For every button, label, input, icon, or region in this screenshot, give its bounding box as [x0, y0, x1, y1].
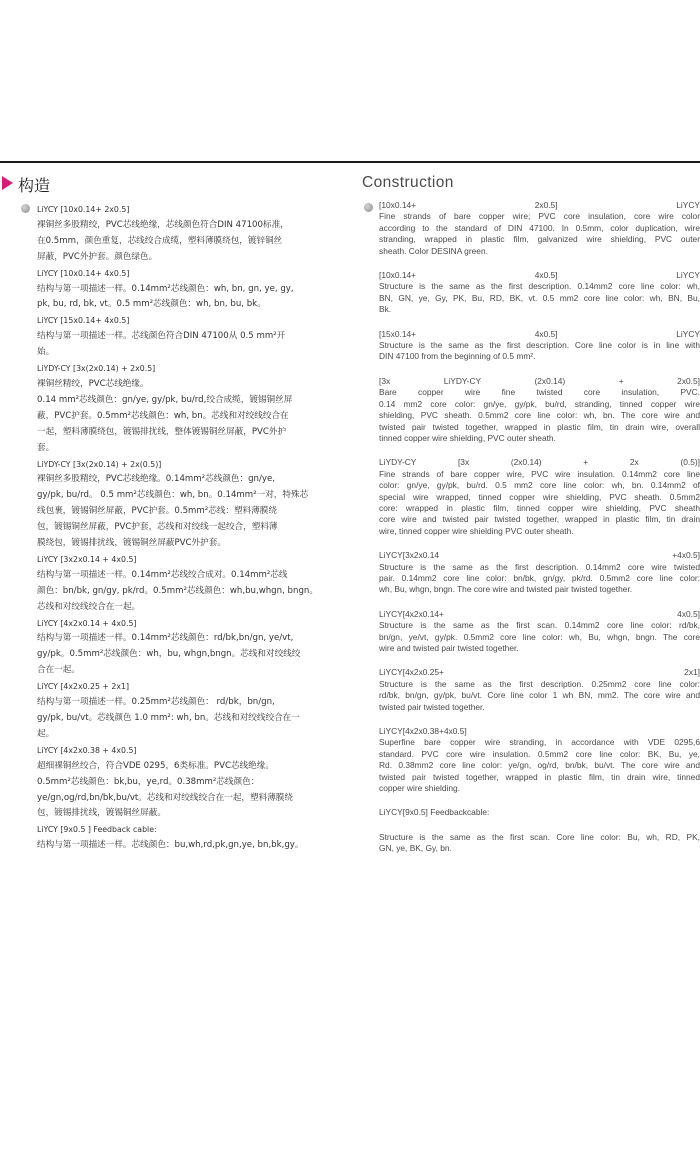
description-line: Structure is the same as the first description. 0.14mm2 core wire twisted	[379, 561, 700, 572]
cable-type-label: LiYCY [3x2x0.14 + 4x0.5]	[37, 554, 137, 564]
description-line: 起。	[37, 728, 55, 739]
chinese-heading	[0, 172, 318, 196]
description-line: Rd. 0.38mm2 core line color: ye/gn, og/rd, bn/bk, bu/vt. The core wire and	[379, 760, 700, 771]
description-line: pair. 0.14mm2 core line color: bn/bk, gn/gy, pk/rd. 0.5mm2 core line color:	[379, 572, 700, 583]
description-line: gy/pk, bu/vt。芯线颜色 1.0 mm²: wh, bn。芯线和对绞线绞合在一	[37, 713, 300, 723]
chinese-text	[0, 196, 318, 854]
cable-type-label: [10x0.14+ 4x0.5] LiYCY	[379, 270, 700, 281]
cable-type-label: LiYCY [9x0.5 ] Feedback cable:	[37, 825, 157, 835]
description-line: pk, bu, rd, bk, vt。0.5 mm²芯线颜色：wh, bn, bu, bk。	[37, 299, 266, 310]
description-line: 结构与第一项描述一样。0.25mm²芯线颜色： rd/bk，bn/gn,	[37, 697, 275, 708]
description-line: DIN 47100 from the beginning of 0.5 mm².	[379, 351, 536, 362]
description-line: 0.5mm²芯线颜色：bk,bu，ye,rd。0.38mm²芯线颜色：	[37, 776, 260, 787]
cable-type-label: [15x0.14+ 4x0.5] LiYCY	[379, 328, 700, 339]
description-line: 始。	[37, 347, 55, 358]
cable-type-label: LiYCY [4x2x0.14 + 4x0.5]	[37, 618, 137, 628]
description-line: 包，镀锡铜丝屏蔽，PVC护套，芯线和对绞线一起绞合，塑料薄	[37, 522, 278, 533]
description-line: shielding, PVC sheath. 0.5mm2 core line color: wh, bn. The core wire and	[379, 410, 700, 421]
cable-description-block	[379, 832, 700, 855]
description-line: 裸铜丝精绞，PVC芯线绝缘。	[37, 378, 149, 389]
description-line: stranding, wrapped in plastic film, galvanized wire shielding, PVC outer	[379, 234, 700, 245]
description-line: Fine strands of bare copper wire; PVC core insulation, core wire color	[379, 211, 700, 222]
description-line: 套。	[37, 442, 55, 453]
description-line: Bare copper wire fine twisted core insulation, PVC.	[379, 387, 700, 398]
cable-type-label: LiYCY[9x0.5] Feedbackcable:	[379, 807, 490, 818]
cable-type-label: LiYDY-CY [3x(2x0.14) + 2x(0.5)]	[37, 459, 162, 469]
description-line: twisted pair twisted together.	[379, 701, 485, 712]
description-line: ye/gn,og/rd,bn/bk,bu/vt。芯线和对绞线绞合在一起，塑料薄膜绕	[37, 792, 293, 803]
description-line: 0.14 mm²芯线颜色：gn/ye, gy/pk, bu/rd,绞合成缆，镀锡铜丝屏	[37, 394, 293, 405]
english-title: Construction	[362, 174, 454, 191]
description-line: wire, tinned copper wire shielding PVC outer sheath.	[379, 525, 574, 536]
cable-description-block	[379, 329, 700, 363]
description-line: 芯线和对绞线绞合在一起。	[37, 601, 141, 612]
description-line: 蔽，PVC护套。0.5mm²芯线颜色：wh, bn。芯线和对绞线绞合在	[37, 410, 289, 421]
description-line: Fine strands of bare copper wire, PVC wire insulation. 0.14mm2 core line	[379, 468, 700, 479]
description-line: 屏蔽，PVC外护套。颜色绿色。	[37, 251, 158, 262]
description-line: color: gn/ye, gy/pk, bu/rd. 0.5 mm2 core line color: wh, bn. 0.14mm2 of	[379, 480, 700, 491]
description-line: gy/pk, bu/rd。 0.5 mm²芯线颜色：wh, bn。0.14mm²一对，特殊芯	[37, 490, 309, 501]
description-line: GN, ye, BK, Gy, bn.	[379, 843, 452, 854]
description-line: BN, GN, ye, Gy, PK, Bu, RD, BK, vt. 0.5 mm2 core line color: wh, BN, Bu,	[379, 292, 700, 303]
cable-description-block	[379, 200, 700, 257]
description-line: wire and twisted pair twisted together.	[379, 643, 519, 653]
description-line: 颜色：bn/bk, gn/gy, pk/rd。0.5mm²芯线颜色：wh,bu,whgn, bngn。	[37, 585, 318, 596]
cable-type-label: LiYDY-CY [3x(2x0.14) + 2x0.5]	[37, 364, 156, 374]
chinese-title: 构造	[18, 176, 51, 195]
description-line: 结构与第一项描述一样。0.14mm²芯线颜色：wh, bn, gn, ye, gy,	[37, 283, 294, 294]
description-line: 结构与第一项描述一样。0.14mm²芯线颜色：rd/bk,bn/gn, ye/vt,	[37, 633, 294, 644]
description-line: 结构与第一项描述一样。芯线颜色：bu,wh,rd,pk,gn,ye, bn,bk,gy。	[37, 840, 304, 851]
description-line: 膜绕包，镀锡排扰线，镀锡铜丝屏蔽PVC外护套。	[37, 538, 226, 549]
description-line: 结构与第一项描述一样。芯线颜色符合DIN 47100从 0.5 mm²开	[37, 331, 286, 342]
description-line: 线包裹，镀锡铜丝屏蔽，PVC护套。0.5mm²芯线：塑料薄膜绕	[37, 506, 277, 517]
description-line: twisted pair twisted together, wrapped in plastic film, tin drain wire, tinned	[379, 771, 700, 782]
description-line: 包，镀锡排扰线，镀锡铜丝屏蔽。	[37, 808, 166, 819]
description-line: bn/gn, ye/vt, gy/pk. 0.5mm2 core line color: wh, Bu, whgn, bngn. The core	[379, 631, 700, 642]
cable-type-label: LiYCY[4x2x0.38+4x0.5]	[379, 726, 467, 737]
description-line: according to the standard of DIN 47100. In 0.5mm, color duplication, wire	[379, 222, 700, 233]
description-line: Structure is the same as the first scan. Core line color: Bu, wh, RD, PK,	[379, 831, 700, 842]
cable-type-label: LiYCY[3x2x0.14 +4x0.5]	[379, 550, 700, 561]
description-line: 裸铜丝多股精绞，PVC芯线绝缘。0.14mm²芯线颜色：gn/ye,	[37, 474, 275, 485]
description-line: Structure is the same as the first scan. 0.14mm2 core line color: rd/bk,	[379, 620, 700, 631]
bullet-icon	[21, 204, 30, 213]
description-line: rd/bk, bn/gn, gy/pk, bu/vt. Core line color 1 wh BN, mm2. The core wire and	[379, 690, 700, 701]
description-line: special wire wrapped, tinned copper wire shielding, PVC sheath. 0.5mm2	[379, 491, 700, 502]
arrow-right-icon	[2, 176, 13, 190]
description-line: core: wrapped in plastic film, tinned copper wire shielding, PVC sheath	[379, 502, 700, 513]
description-line: standard. PVC core wire insulation. 0.5mm2 core line color: BK, Bu, ye,	[379, 748, 700, 759]
description-line: 合在一起。	[37, 665, 80, 676]
cable-type-label: LiYCY [4x2x0.25 + 2x1]	[37, 682, 130, 692]
cable-description-block	[379, 726, 700, 794]
top-divider	[0, 161, 700, 163]
description-line: Structure is the same as the first description. 0.14mm2 core line color: wh,	[379, 281, 700, 292]
description-line: Structure is the same as the first description. Core line color is in line with	[379, 340, 700, 351]
english-text	[362, 196, 700, 855]
description-line: 一起，塑料薄膜绕包，镀锡排扰线，整体镀锡铜丝屏蔽，PVC外护	[37, 426, 287, 437]
cable-description-block	[379, 270, 700, 316]
description-line: 0.14 mm2 core color: gn/ye, gy/pk, bu/rd, stranding, tinned copper wire	[379, 398, 700, 409]
description-line: copper wire shielding.	[379, 783, 461, 794]
chinese-column	[0, 172, 318, 854]
cable-type-label: LiYCY [4x2x0.38 + 4x0.5]	[37, 745, 137, 755]
cable-description-block	[379, 609, 700, 655]
cable-description-block	[379, 807, 700, 818]
description-line: 在0.5mm，颜色重复，芯线绞合成缆，塑料薄膜绕包，镀锌铜丝	[37, 235, 283, 246]
description-line: twisted pair twisted together, wrapped in plastic film, tin drain wire, overall	[379, 421, 700, 432]
cable-type-label: LiYCY [10x0.14+ 4x0.5]	[37, 268, 130, 278]
description-line: Structure is the same as the first description. 0.25mm2 core line color:	[379, 678, 700, 689]
cable-type-label: LiYCY[4x2x0.14+ 4x0.5]	[379, 608, 700, 619]
cable-type-label: [3x LiYDY-CY (2x0.14) + 2x0.5]	[379, 375, 700, 386]
cable-type-label: [10x0.14+ 2x0.5] LiYCY	[379, 200, 700, 210]
cable-type-label: LiYCY[4x2x0.25+ 2x1]	[379, 667, 700, 678]
english-column	[362, 172, 700, 868]
description-line: 超细裸铜丝绞合，符合VDE 0295，6类标准。PVC芯线绝缘。	[37, 760, 274, 771]
cable-description-block	[379, 550, 700, 596]
description-line: 裸铜丝多股精绞，PVC芯线绝缘，芯线颜色符合DIN 47100标准，	[37, 219, 289, 230]
cable-type-label: LiYCY [10x0.14+ 2x0.5]	[37, 205, 130, 214]
description-line: 结构与第一项描述一样。0.14mm²芯线绞合成对。0.14mm²芯线	[37, 569, 288, 580]
description-line: tinned copper wire shielding, PVC outer sheath.	[379, 432, 556, 443]
description-line: gy/pk。0.5mm²芯线颜色：wh，bu, whgn,bngn。芯线和对绞线绞	[37, 649, 301, 660]
cable-type-label: LiYDY-CY [3x (2x0.14) + 2x (0.5)]	[379, 457, 700, 468]
description-line: wh, Bu, whgn, bngn. The core wire and twisted pair twisted together.	[379, 584, 633, 595]
description-line: Bk.	[379, 304, 392, 315]
cable-description-block	[379, 376, 700, 444]
description-line: core wire and twisted pair twisted together, wrapped in plastic film, tin drain	[379, 514, 700, 525]
cable-description-block	[379, 457, 700, 537]
description-line: sheath. Color DESINA green.	[379, 245, 488, 256]
description-line: Superfine bare copper wire stranding, in accordance with VDE 0295,6	[379, 737, 700, 748]
cable-type-label: LiYCY [15x0.14+ 4x0.5]	[37, 316, 130, 326]
cable-description-block	[379, 667, 700, 713]
bullet-icon	[364, 203, 373, 212]
